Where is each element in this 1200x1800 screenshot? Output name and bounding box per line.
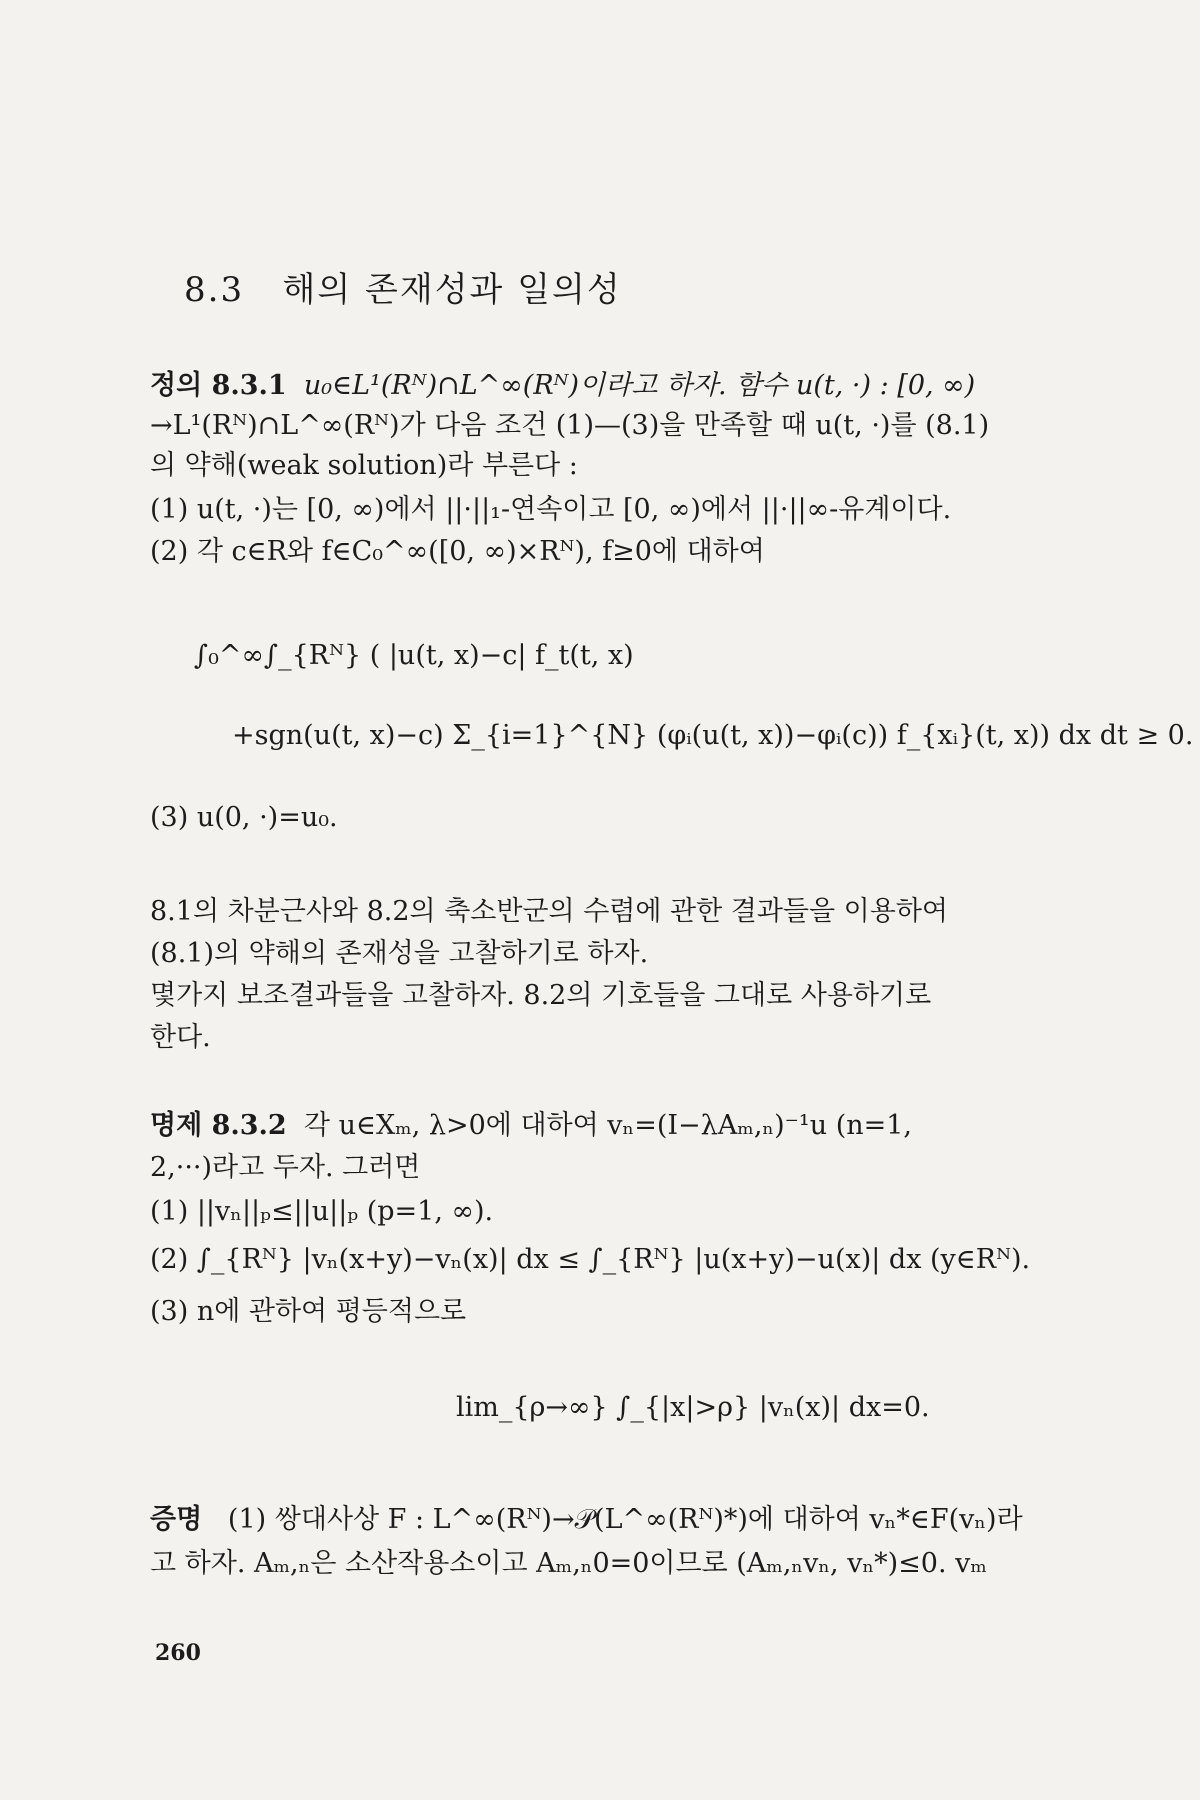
proof-line-2: 고 하자. Aₘ,ₙ은 소산작용소이고 Aₘ,ₙ0=0이므로 (Aₘ,ₙvₙ, vₙ*)≤0. vₘ [150,1548,987,1579]
proof-line-1 [150,1502,1023,1538]
section-title: 해의 존재성과 일의성 [282,270,622,310]
integral-inequality-line-1: ∫₀^∞∫_{Rᴺ} ( |u(t, x)−c| f_t(t, x) [194,640,634,671]
proposition-label: 명제 8.3.2 [150,1110,287,1141]
proposition-line-2: 2,···)라고 두자. 그러면 [150,1152,421,1183]
proposition-text-1: 각 u∈Xₘ, λ>0에 대하여 vₙ=(I−λAₘ,ₙ)⁻¹u (n=1, [303,1110,912,1141]
definition-text-1: u₀∈L¹(Rᴺ)∩L^∞(Rᴺ)이라고 하자. 함수 u(t, ·) : [0, ∞) [303,370,976,401]
definition-condition-2: (2) 각 c∈R와 f∈C₀^∞([0, ∞)×Rᴺ), f≥0에 대하여 [150,536,765,567]
paragraph-line-2: (8.1)의 약해의 존재성을 고찰하기로 하자. [150,938,649,969]
definition-line-2: →L¹(Rᴺ)∩L^∞(Rᴺ)가 다음 조건 (1)—(3)을 만족할 때 u(t, ·)를 (8.1) [150,410,990,441]
definition-line-3: 의 약해(weak solution)라 부른다 : [150,450,578,481]
section-number: 8.3 [184,270,245,310]
proposition-item-3: (3) n에 관하여 평등적으로 [150,1296,467,1327]
definition-label: 정의 8.3.1 [150,370,287,401]
paragraph-line-4: 한다. [150,1022,211,1053]
paragraph-line-3: 몇가지 보조결과들을 고찰하자. 8.2의 기호들을 그대로 사용하기로 [150,980,932,1011]
proposition-line-1 [150,1108,912,1144]
proposition-item-1: (1) ||vₙ||ₚ≤||u||ₚ (p=1, ∞). [150,1196,494,1227]
paragraph-line-1: 8.1의 차분근사와 8.2의 축소반군의 수렴에 관한 결과들을 이용하여 [150,896,949,927]
proof-label: 증명 [150,1504,203,1535]
proposition-item-2: (2) ∫_{Rᴺ} |vₙ(x+y)−vₙ(x)| dx ≤ ∫_{Rᴺ} |u(x+y)−u(x)| dx (y∈Rᴺ). [150,1244,1031,1275]
definition-line-1 [150,368,975,404]
limit-equation: lim_{ρ→∞} ∫_{|x|>ρ} |vₙ(x)| dx=0. [456,1392,930,1423]
proof-text-1: (1) 쌍대사상 F : L^∞(Rᴺ)→𝒫(L^∞(Rᴺ)*)에 대하여 vₙ*∈F(vₙ)라 [227,1504,1023,1535]
section-heading [184,262,622,311]
definition-condition-1: (1) u(t, ·)는 [0, ∞)에서 ||·||₁-연속이고 [0, ∞)에서 ||·||∞-유계이다. [150,494,952,525]
integral-inequality-line-2: +sgn(u(t, x)−c) Σ_{i=1}^{N} (φᵢ(u(t, x))−φᵢ(c)) f_{xᵢ}(t, x)) dx dt ≥ 0. [232,720,1194,751]
page-number: 260 [155,1640,201,1666]
definition-condition-3: (3) u(0, ·)=u₀. [150,802,338,833]
